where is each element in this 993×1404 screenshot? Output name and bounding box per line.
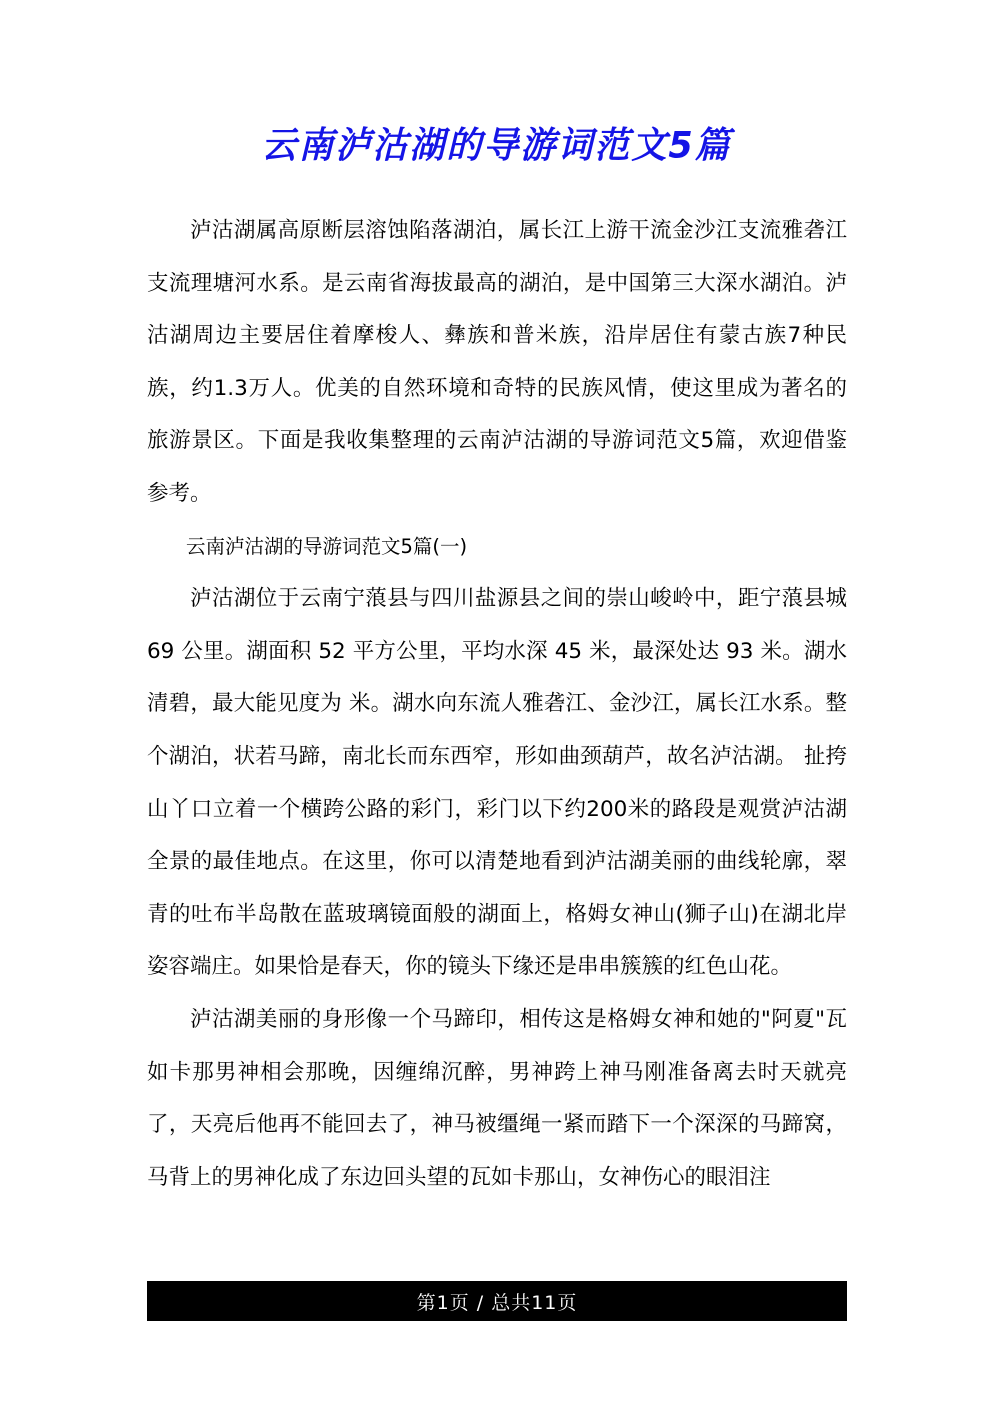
body-paragraph-2: 泸沽湖位于云南宁蒗县与四川盐源县之间的崇山峻岭中，距宁蒗县城 69 公里。湖面积 52 平方公里，平均水深 45 米，最深处达 93 米。湖水清碧，最大能见度为 米。湖水向东流人雅砻江、金沙江，属长江水系。整个湖泊，状若马蹄，南北长而东西窄，形如曲颈葫芦，故名泸沽湖。 扯挎山丫口立着一个横跨公路的彩门，彩门以下约200米的路段是观赏泸沽湖全景的最佳地点。在这里，你可以清楚地看到泸沽湖美丽的曲线轮廓，翠青的吐布半岛散在蓝玻璃镜面般的湖面上，格姆女神山(狮子山)在湖北岸姿容端庄。如果恰是春天，你的镜头下缘还是串串簇簇的红色山花。	[147, 586, 847, 980]
document-body	[147, 205, 847, 1204]
section-heading: 云南泸沽湖的导游词范文5篇(一)	[186, 534, 468, 558]
page-number-label: 第1页 / 总共11页	[416, 1291, 578, 1314]
body-paragraph-3: 泸沽湖美丽的身形像一个马蹄印，相传这是格姆女神和她的"阿夏"瓦如卡那男神相会那晚，因缠绵沉醉，男神跨上神马刚准备离去时天就亮了，天亮后他再不能回去了，神马被缰绳一紧而踏下一个深深的马蹄窝，马背上的男神化成了东边回头望的瓦如卡那山，女神伤心的眼泪注	[147, 1006, 847, 1190]
body-paragraph-1: 泸沽湖属高原断层溶蚀陷落湖泊，属长江上游干流金沙江支流雅砻江支流理塘河水系。是云南省海拔最高的湖泊，是中国第三大深水湖泊。泸沽湖周边主要居住着摩梭人、彝族和普米族，沿岸居住有蒙古族7种民族，约1.3万人。优美的自然环境和奇特的民族风情，使这里成为著名的旅游景区。下面是我收集整理的云南泸沽湖的导游词范文5篇，欢迎借鉴参考。	[147, 218, 847, 506]
page-footer-bar	[147, 1281, 847, 1321]
page-title: 云南泸沽湖的导游词范文5篇	[261, 125, 732, 167]
